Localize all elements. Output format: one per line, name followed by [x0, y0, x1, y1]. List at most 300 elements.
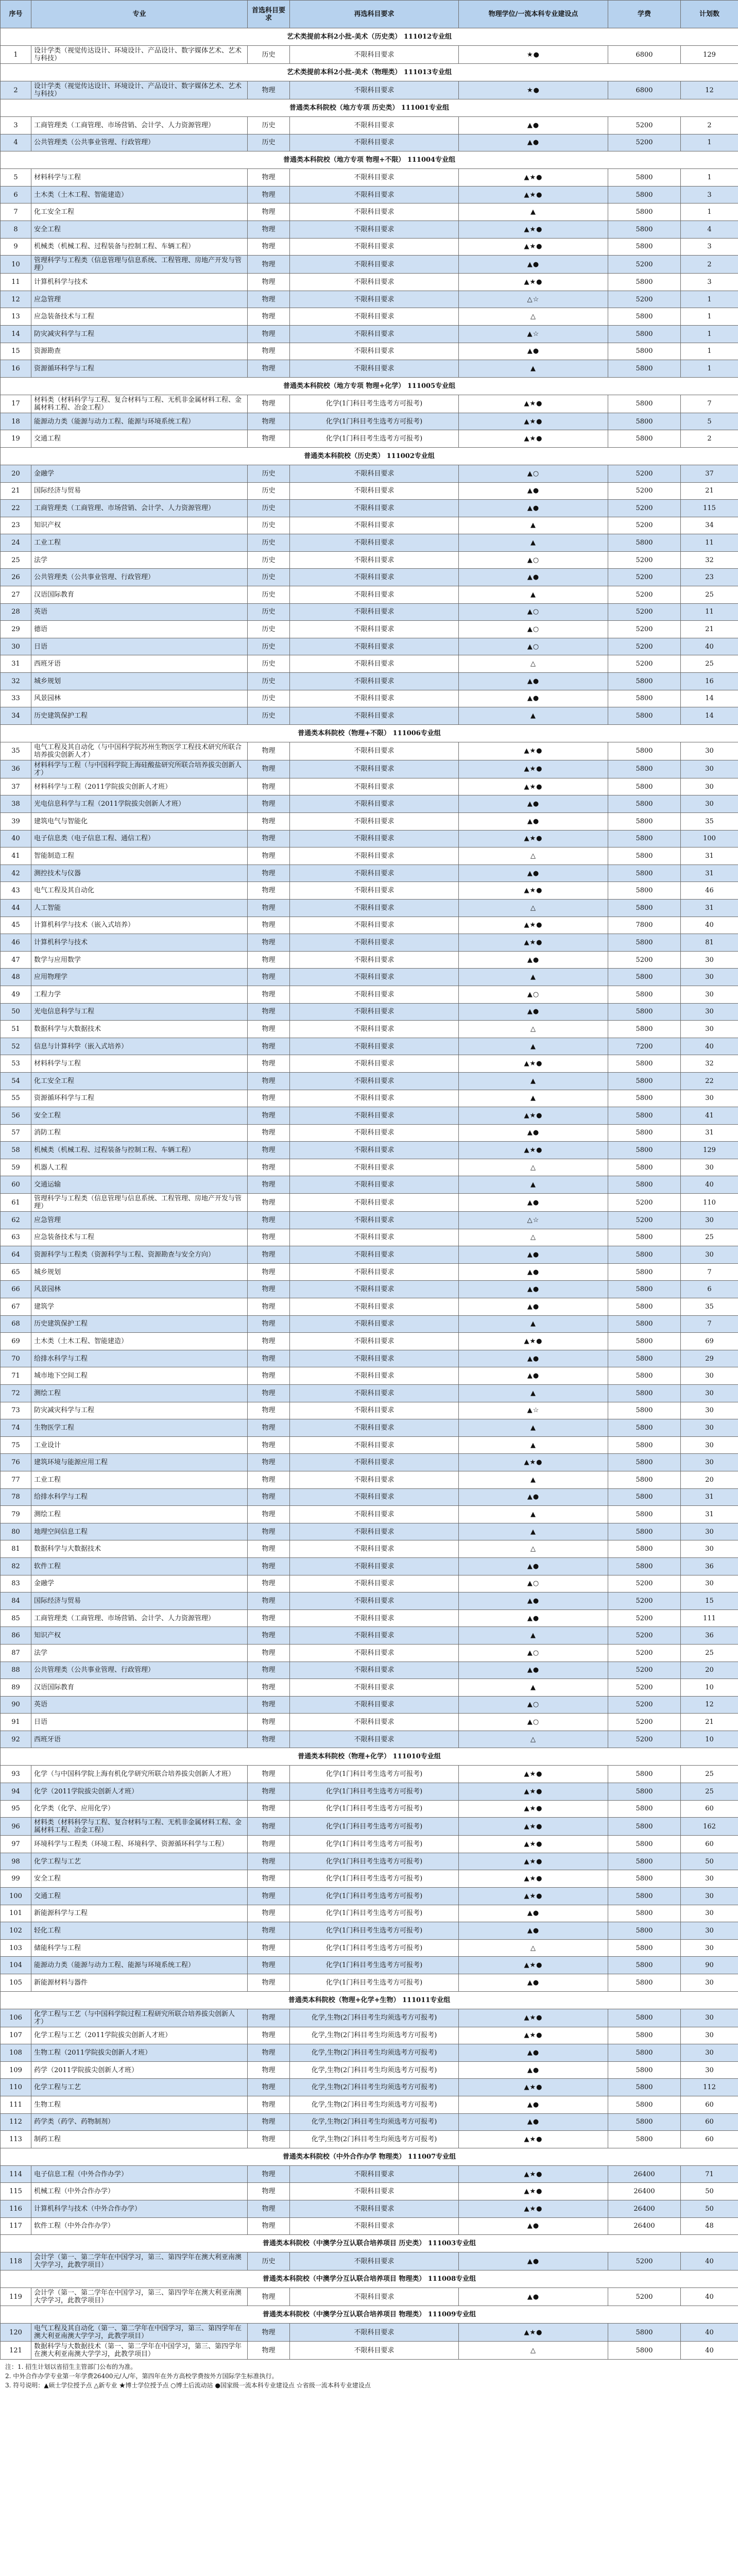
cell-tuition: 5200	[608, 1662, 681, 1679]
cell-degree-mark: ▲	[459, 360, 608, 378]
section-title: 普通类本科院校（中澳学分互认联合培养项目 历史类） 111003专业组	[1, 2235, 738, 2252]
cell-tuition: 7800	[608, 917, 681, 934]
cell-tuition: 5800	[608, 795, 681, 813]
cell-second-subject: 不限科目要求	[290, 46, 459, 64]
table-row	[1, 1679, 738, 1697]
section-title: 普通类本科院校（地方专项 物理+不限） 111004专业组	[1, 151, 738, 169]
cell-degree-mark: ▲	[459, 586, 608, 604]
cell-degree-mark: ▲★●	[459, 430, 608, 448]
cell-major: 光电信息科学与工程	[31, 1003, 248, 1021]
cell-second-subject: 不限科目要求	[290, 1731, 459, 1748]
cell-degree-mark: ▲●	[459, 500, 608, 517]
cell-first-subject: 物理	[248, 2131, 290, 2148]
cell-no: 98	[1, 1853, 31, 1870]
table-body	[1, 28, 738, 2360]
cell-major: 计算机科学与技术	[31, 274, 248, 291]
cell-second-subject: 化学(1门科目考生选考方可报考)	[290, 395, 459, 413]
cell-major: 资源循环科学与工程	[31, 360, 248, 378]
cell-major: 交通工程	[31, 430, 248, 448]
cell-degree-mark: ▲	[459, 1315, 608, 1333]
cell-degree-mark: ▲●	[459, 1488, 608, 1506]
cell-plan: 25	[681, 655, 738, 673]
cell-first-subject: 物理	[248, 395, 290, 413]
cell-tuition: 5800	[608, 395, 681, 413]
cell-plan: 60	[681, 1836, 738, 1853]
table-row	[1, 1627, 738, 1645]
cell-plan: 60	[681, 2113, 738, 2131]
cell-plan: 1	[681, 169, 738, 187]
cell-tuition: 5800	[608, 673, 681, 690]
cell-major: 制药工程	[31, 2131, 248, 2148]
section-title: 艺术类提前本科2小批-美术（历史类） 111012专业组	[1, 28, 738, 46]
cell-second-subject: 化学(1门科目考生选考方可报考)	[290, 1905, 459, 1922]
cell-tuition: 5800	[608, 186, 681, 204]
cell-no: 44	[1, 899, 31, 917]
cell-plan: 36	[681, 1627, 738, 1645]
cell-degree-mark: ▲★●	[459, 1142, 608, 1159]
table-row	[1, 951, 738, 969]
cell-major: 公共管理类（公共事业管理、行政管理）	[31, 569, 248, 586]
cell-plan: 50	[681, 2200, 738, 2217]
cell-plan: 40	[681, 1176, 738, 1194]
cell-major: 应急装备技术与工程	[31, 1229, 248, 1246]
cell-no: 111	[1, 2096, 31, 2113]
cell-degree-mark: ▲★●	[459, 221, 608, 238]
cell-no: 71	[1, 1367, 31, 1385]
cell-tuition: 5800	[608, 1974, 681, 1992]
table-row	[1, 760, 738, 778]
cell-major: 安全工程	[31, 221, 248, 238]
cell-major: 西班牙语	[31, 655, 248, 673]
cell-tuition: 5800	[608, 1471, 681, 1488]
cell-plan: 30	[681, 1974, 738, 1992]
cell-tuition: 5800	[608, 2324, 681, 2342]
table-row	[1, 2113, 738, 2131]
cell-degree-mark: ▲★●	[459, 413, 608, 430]
section-title: 普通类本科院校（地方专项 物理+化学） 111005专业组	[1, 377, 738, 395]
cell-plan: 2	[681, 430, 738, 448]
cell-second-subject: 不限科目要求	[290, 238, 459, 256]
cell-plan: 3	[681, 274, 738, 291]
cell-first-subject: 物理	[248, 760, 290, 778]
cell-plan: 30	[681, 760, 738, 778]
cell-tuition: 5800	[608, 1766, 681, 1783]
cell-plan: 1	[681, 308, 738, 326]
cell-plan: 129	[681, 1142, 738, 1159]
cell-major: 测控技术与仪器	[31, 865, 248, 882]
cell-plan: 1	[681, 204, 738, 221]
cell-no: 61	[1, 1194, 31, 1212]
cell-second-subject: 不限科目要求	[290, 830, 459, 848]
cell-no: 65	[1, 1263, 31, 1281]
cell-second-subject: 不限科目要求	[290, 1038, 459, 1055]
cell-major: 轻化工程	[31, 1922, 248, 1940]
cell-degree-mark: ▲★●	[459, 1957, 608, 1974]
table-row	[1, 1609, 738, 1627]
cell-degree-mark: ▲★●	[459, 2165, 608, 2183]
table-row	[1, 655, 738, 673]
cell-tuition: 5800	[608, 1124, 681, 1142]
cell-first-subject: 物理	[248, 969, 290, 986]
cell-plan: 10	[681, 1731, 738, 1748]
cell-major: 交通工程	[31, 1888, 248, 1905]
cell-second-subject: 不限科目要求	[290, 1557, 459, 1575]
cell-tuition: 5800	[608, 2027, 681, 2044]
cell-second-subject: 不限科目要求	[290, 308, 459, 326]
cell-first-subject: 物理	[248, 1159, 290, 1176]
cell-second-subject: 不限科目要求	[290, 1679, 459, 1697]
cell-tuition: 5200	[608, 1212, 681, 1229]
cell-second-subject: 不限科目要求	[290, 186, 459, 204]
cell-degree-mark: ▲★●	[459, 2183, 608, 2200]
cell-degree-mark: ▲●	[459, 1281, 608, 1298]
cell-degree-mark: ▲●	[459, 1974, 608, 1992]
cell-no: 85	[1, 1609, 31, 1627]
cell-tuition: 5200	[608, 603, 681, 621]
cell-degree-mark: ▲●	[459, 1263, 608, 1281]
cell-first-subject: 物理	[248, 1905, 290, 1922]
cell-second-subject: 不限科目要求	[290, 1627, 459, 1645]
cell-first-subject: 物理	[248, 274, 290, 291]
cell-degree-mark: ▲	[459, 1523, 608, 1540]
cell-tuition: 5800	[608, 1350, 681, 1367]
cell-plan: 30	[681, 969, 738, 986]
cell-major: 软件工程	[31, 1557, 248, 1575]
cell-degree-mark: ▲★●	[459, 760, 608, 778]
cell-no: 14	[1, 325, 31, 343]
table-row	[1, 1818, 738, 1836]
cell-major: 风景园林	[31, 690, 248, 707]
cell-major: 化工安全工程	[31, 1072, 248, 1090]
cell-tuition: 5800	[608, 1922, 681, 1940]
cell-major: 土木类（土木工程、智能建造）	[31, 186, 248, 204]
table-row	[1, 81, 738, 99]
table-row	[1, 534, 738, 552]
cell-plan: 7	[681, 1263, 738, 1281]
cell-plan: 21	[681, 621, 738, 638]
cell-degree-mark: ▲★●	[459, 1766, 608, 1783]
table-row	[1, 673, 738, 690]
cell-degree-mark: ▲★●	[459, 1107, 608, 1125]
cell-tuition: 5800	[608, 1870, 681, 1888]
cell-first-subject: 物理	[248, 1246, 290, 1264]
cell-tuition: 5800	[608, 1333, 681, 1350]
cell-degree-mark: ▲★●	[459, 1783, 608, 1801]
cell-plan: 50	[681, 1853, 738, 1870]
table-row	[1, 169, 738, 187]
cell-degree-mark: ▲★●	[459, 186, 608, 204]
cell-tuition: 5800	[608, 2113, 681, 2131]
cell-degree-mark: ▲★●	[459, 1888, 608, 1905]
cell-plan: 2	[681, 117, 738, 134]
table-row	[1, 1367, 738, 1385]
cell-degree-mark: ▲●	[459, 1003, 608, 1021]
cell-major: 金融学	[31, 1575, 248, 1592]
cell-tuition: 5200	[608, 117, 681, 134]
cell-major: 西班牙语	[31, 1731, 248, 1748]
cell-tuition: 5200	[608, 1609, 681, 1627]
cell-first-subject: 物理	[248, 1800, 290, 1818]
cell-plan: 21	[681, 482, 738, 500]
cell-no: 31	[1, 655, 31, 673]
cell-degree-mark: ▲○	[459, 986, 608, 1003]
cell-second-subject: 不限科目要求	[290, 848, 459, 865]
cell-degree-mark: ▲●	[459, 2061, 608, 2079]
cell-degree-mark: ▲	[459, 1385, 608, 1402]
cell-first-subject: 物理	[248, 2165, 290, 2183]
table-row	[1, 1021, 738, 1038]
cell-degree-mark: ▲○	[459, 1575, 608, 1592]
cell-tuition: 5200	[608, 1696, 681, 1714]
cell-no: 116	[1, 2200, 31, 2217]
table-row	[1, 2061, 738, 2079]
cell-tuition: 5200	[608, 500, 681, 517]
cell-first-subject: 物理	[248, 813, 290, 831]
cell-no: 51	[1, 1021, 31, 1038]
table-row	[1, 1090, 738, 1107]
cell-no: 50	[1, 1003, 31, 1021]
cell-major: 消防工程	[31, 1124, 248, 1142]
cell-first-subject: 物理	[248, 1627, 290, 1645]
cell-second-subject: 不限科目要求	[290, 1107, 459, 1125]
cell-degree-mark: ▲●	[459, 2044, 608, 2062]
table-row	[1, 1402, 738, 1419]
cell-plan: 22	[681, 1072, 738, 1090]
table-row	[1, 1333, 738, 1350]
cell-degree-mark: △	[459, 1229, 608, 1246]
cell-major: 生物医学工程	[31, 1419, 248, 1437]
cell-no: 12	[1, 291, 31, 308]
cell-second-subject: 不限科目要求	[290, 1021, 459, 1038]
table-row	[1, 1212, 738, 1229]
cell-plan: 11	[681, 603, 738, 621]
cell-major: 药学（2011学院拔尖创新人才班）	[31, 2061, 248, 2079]
cell-major: 给排水科学与工程	[31, 1488, 248, 1506]
cell-degree-mark: △	[459, 1939, 608, 1957]
cell-no: 96	[1, 1818, 31, 1836]
cell-no: 80	[1, 1523, 31, 1540]
cell-degree-mark: ▲★●	[459, 238, 608, 256]
cell-major: 管理科学与工程类（信息管理与信息系统、工程管理、房地产开发与管理）	[31, 1194, 248, 1212]
cell-first-subject: 物理	[248, 1818, 290, 1836]
cell-degree-mark: ▲●	[459, 1298, 608, 1316]
cell-second-subject: 不限科目要求	[290, 882, 459, 900]
cell-second-subject: 不限科目要求	[290, 569, 459, 586]
cell-no: 18	[1, 413, 31, 430]
table-row	[1, 1575, 738, 1592]
cell-no: 48	[1, 969, 31, 986]
cell-first-subject: 物理	[248, 1853, 290, 1870]
cell-no: 63	[1, 1229, 31, 1246]
cell-degree-mark: ▲●	[459, 1124, 608, 1142]
cell-second-subject: 不限科目要求	[290, 1212, 459, 1229]
cell-second-subject: 不限科目要求	[290, 2288, 459, 2306]
cell-plan: 30	[681, 1888, 738, 1905]
cell-degree-mark: ▲☆	[459, 1402, 608, 1419]
cell-degree-mark: ▲○	[459, 1714, 608, 1731]
cell-tuition: 5800	[608, 1072, 681, 1090]
section-title: 普通类本科院校（中澳学分互认联合培养项目 物理类） 111008专业组	[1, 2270, 738, 2288]
cell-second-subject: 不限科目要求	[290, 465, 459, 482]
cell-plan: 31	[681, 1124, 738, 1142]
cell-no: 64	[1, 1246, 31, 1264]
cell-tuition: 5200	[608, 621, 681, 638]
cell-second-subject: 不限科目要求	[290, 1090, 459, 1107]
cell-plan: 14	[681, 707, 738, 725]
table-row	[1, 1506, 738, 1523]
cell-tuition: 26400	[608, 2200, 681, 2217]
table-row	[1, 2200, 738, 2217]
cell-major: 能源动力类（能源与动力工程、能源与环境系统工程）	[31, 413, 248, 430]
cell-plan: 60	[681, 2096, 738, 2113]
cell-no: 92	[1, 1731, 31, 1748]
cell-degree-mark: ▲●	[459, 256, 608, 274]
cell-plan: 30	[681, 1540, 738, 1558]
cell-tuition: 5800	[608, 308, 681, 326]
cell-plan: 129	[681, 46, 738, 64]
cell-second-subject: 不限科目要求	[290, 169, 459, 187]
cell-no: 52	[1, 1038, 31, 1055]
cell-degree-mark: ▲★●	[459, 1800, 608, 1818]
cell-major: 材料科学与工程	[31, 169, 248, 187]
section-header-row	[1, 1748, 738, 1766]
cell-first-subject: 物理	[248, 1090, 290, 1107]
table-row	[1, 413, 738, 430]
cell-major: 化学类（化学、应用化学）	[31, 1800, 248, 1818]
cell-second-subject: 不限科目要求	[290, 291, 459, 308]
cell-first-subject: 历史	[248, 638, 290, 655]
cell-plan: 30	[681, 1922, 738, 1940]
cell-tuition: 5800	[608, 1142, 681, 1159]
cell-major: 材料类（材料科学与工程、复合材料与工程、无机非金属材料工程、金属材料工程、冶金工程）	[31, 1818, 248, 1836]
cell-second-subject: 化学(1门科目考生选考方可报考)	[290, 413, 459, 430]
table-row	[1, 2288, 738, 2306]
cell-plan: 6	[681, 1281, 738, 1298]
cell-second-subject: 不限科目要求	[290, 1644, 459, 1662]
cell-tuition: 5800	[608, 865, 681, 882]
cell-plan: 1	[681, 343, 738, 360]
cell-second-subject: 不限科目要求	[290, 586, 459, 604]
cell-plan: 48	[681, 2217, 738, 2235]
table-row	[1, 969, 738, 986]
cell-major: 新能源科学与工程	[31, 1905, 248, 1922]
cell-degree-mark: ▲★●	[459, 917, 608, 934]
section-header-row	[1, 99, 738, 117]
cell-degree-mark: ▲●	[459, 2217, 608, 2235]
cell-plan: 50	[681, 2183, 738, 2200]
cell-tuition: 5800	[608, 1557, 681, 1575]
cell-first-subject: 物理	[248, 1021, 290, 1038]
table-row	[1, 2217, 738, 2235]
cell-plan: 30	[681, 1159, 738, 1176]
cell-first-subject: 物理	[248, 899, 290, 917]
cell-degree-mark: ▲●	[459, 117, 608, 134]
table-row	[1, 1540, 738, 1558]
cell-first-subject: 物理	[248, 238, 290, 256]
section-header-row	[1, 2270, 738, 2288]
cell-plan: 7	[681, 1315, 738, 1333]
cell-first-subject: 物理	[248, 2079, 290, 2096]
cell-second-subject: 化学,生物(2门科目考生均须选考方可报考)	[290, 2061, 459, 2079]
cell-tuition: 5800	[608, 1454, 681, 1471]
cell-no: 54	[1, 1072, 31, 1090]
cell-major: 计算机科学与技术（中外合作办学）	[31, 2200, 248, 2217]
cell-second-subject: 不限科目要求	[290, 1055, 459, 1073]
cell-plan: 1	[681, 325, 738, 343]
cell-second-subject: 不限科目要求	[290, 1385, 459, 1402]
cell-major: 化学工程与工艺	[31, 2079, 248, 2096]
cell-first-subject: 物理	[248, 1402, 290, 1419]
cell-second-subject: 化学(1门科目考生选考方可报考)	[290, 1974, 459, 1992]
cell-degree-mark: ▲★●	[459, 882, 608, 900]
cell-major: 生物工程	[31, 2096, 248, 2113]
cell-major: 测绘工程	[31, 1506, 248, 1523]
cell-second-subject: 化学(1门科目考生选考方可报考)	[290, 1870, 459, 1888]
table-row	[1, 517, 738, 534]
cell-tuition: 5800	[608, 1800, 681, 1818]
cell-second-subject: 化学(1门科目考生选考方可报考)	[290, 1836, 459, 1853]
cell-tuition: 5800	[608, 848, 681, 865]
cell-first-subject: 物理	[248, 1142, 290, 1159]
cell-major: 储能科学与工程	[31, 1939, 248, 1957]
table-row	[1, 1471, 738, 1488]
cell-no: 20	[1, 465, 31, 482]
cell-second-subject: 不限科目要求	[290, 360, 459, 378]
cell-first-subject: 物理	[248, 951, 290, 969]
cell-second-subject: 化学,生物(2门科目考生均须选考方可报考)	[290, 2009, 459, 2027]
cell-first-subject: 物理	[248, 430, 290, 448]
cell-first-subject: 历史	[248, 655, 290, 673]
section-header-row	[1, 377, 738, 395]
cell-plan: 30	[681, 986, 738, 1003]
cell-no: 53	[1, 1055, 31, 1073]
cell-plan: 31	[681, 899, 738, 917]
table-row	[1, 795, 738, 813]
cell-first-subject: 物理	[248, 1540, 290, 1558]
cell-second-subject: 不限科目要求	[290, 1367, 459, 1385]
cell-tuition: 5800	[608, 934, 681, 952]
note-line: 3. 符号说明：▲硕士学位授予点 △新专业 ★博士学位授予点 ○博士后流动站 ●国家级一流本科专业建设点 ☆省级一流本科专业建设点	[5, 2382, 371, 2389]
cell-degree-mark: △	[459, 848, 608, 865]
cell-second-subject: 不限科目要求	[290, 204, 459, 221]
section-title: 艺术类提前本科2小批-美术（物理类） 111013专业组	[1, 64, 738, 81]
cell-degree-mark: ▲★●	[459, 2324, 608, 2342]
cell-degree-mark: △	[459, 1159, 608, 1176]
cell-no: 2	[1, 81, 31, 99]
table-row	[1, 430, 738, 448]
cell-tuition: 5800	[608, 830, 681, 848]
cell-second-subject: 不限科目要求	[290, 969, 459, 986]
cell-tuition: 5200	[608, 1627, 681, 1645]
table-row	[1, 742, 738, 760]
cell-degree-mark: ▲	[459, 1419, 608, 1437]
table-row	[1, 1957, 738, 1974]
cell-plan: 30	[681, 951, 738, 969]
table-row	[1, 1662, 738, 1679]
cell-plan: 40	[681, 917, 738, 934]
cell-tuition: 5200	[608, 569, 681, 586]
cell-tuition: 5800	[608, 1176, 681, 1194]
cell-plan: 30	[681, 2009, 738, 2027]
cell-no: 56	[1, 1107, 31, 1125]
table-row	[1, 1072, 738, 1090]
cell-no: 75	[1, 1436, 31, 1454]
table-row	[1, 2324, 738, 2342]
cell-no: 5	[1, 169, 31, 187]
cell-plan: 7	[681, 395, 738, 413]
cell-first-subject: 物理	[248, 1766, 290, 1783]
cell-plan: 40	[681, 2342, 738, 2360]
